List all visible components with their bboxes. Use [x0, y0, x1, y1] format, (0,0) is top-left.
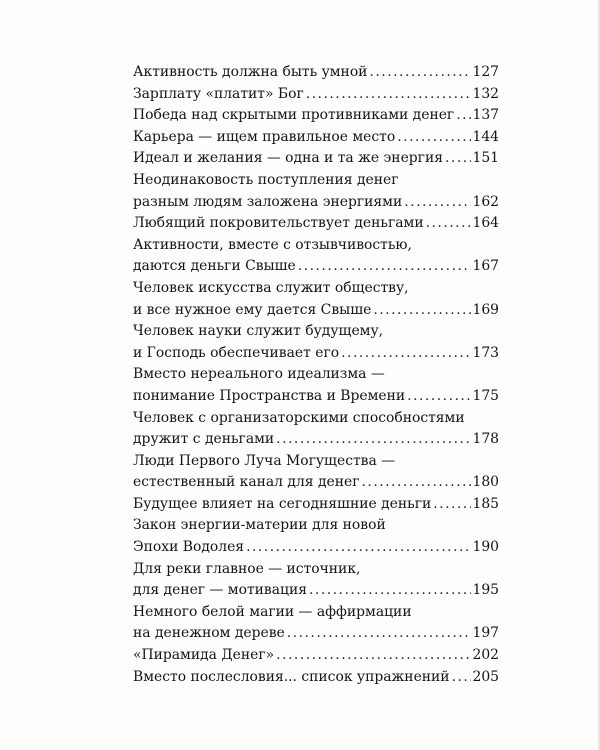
toc-line	[133, 515, 499, 537]
toc-entry[interactable]	[133, 408, 499, 451]
dot-leader	[287, 623, 472, 645]
toc-page-number: 144	[472, 128, 499, 145]
toc-line	[133, 580, 499, 602]
toc-entry-title: Карьера — ищем правильное место	[133, 128, 396, 145]
toc-line	[133, 127, 499, 149]
toc-line	[133, 408, 499, 430]
toc-line	[133, 84, 499, 106]
toc-line	[133, 559, 499, 581]
toc-line	[133, 343, 499, 365]
toc-entry[interactable]	[133, 148, 499, 170]
toc-line	[133, 472, 499, 494]
toc-entry[interactable]	[133, 494, 499, 516]
toc-line	[133, 364, 499, 386]
toc-line	[133, 494, 499, 516]
toc-entry[interactable]	[133, 321, 499, 364]
dot-leader	[298, 256, 472, 278]
dot-leader	[361, 472, 471, 494]
toc-page-number: 167	[472, 258, 499, 275]
toc-page-number: 190	[472, 539, 499, 556]
toc-line	[133, 213, 499, 235]
dot-leader	[276, 645, 471, 667]
dot-leader	[369, 62, 471, 84]
toc-entry-title: для денег — мотивация	[133, 582, 307, 599]
toc-entry-title: Идеал и желания — одна и та же энергия	[133, 150, 443, 167]
toc-entry-title: Для реки главное — источник,	[133, 560, 361, 577]
dot-leader	[373, 300, 471, 322]
toc-entry[interactable]	[133, 84, 499, 106]
toc-entry-title: Человек с организаторскими способностями	[133, 409, 465, 426]
dot-leader	[426, 213, 472, 235]
dot-leader	[306, 84, 472, 106]
toc-entry-title: Победа над скрытыми противниками денег	[133, 107, 455, 124]
dot-leader	[456, 105, 471, 127]
toc-entry[interactable]	[133, 235, 499, 278]
toc-entry-title: Люди Первого Луча Могущества —	[133, 452, 396, 469]
toc-entry[interactable]	[133, 213, 499, 235]
toc-entry[interactable]	[133, 602, 499, 645]
toc-page-number: 169	[472, 301, 499, 318]
toc-entry-title: Закон энергии-материи для новой	[133, 517, 386, 534]
toc-line	[133, 105, 499, 127]
toc-page-number: 197	[472, 625, 499, 642]
toc-page-number: 162	[472, 193, 499, 210]
toc-line	[133, 386, 499, 408]
toc-page-number: 173	[472, 344, 499, 361]
dot-leader	[309, 580, 472, 602]
toc-entry-title: естественный канал для денег	[133, 474, 360, 491]
toc-entry-title: и все нужное ему дается Свыше	[133, 301, 372, 318]
toc-entry-title: Неодинаковость поступления денег	[133, 171, 399, 188]
toc-page-number: 164	[472, 215, 499, 232]
toc-page-number: 175	[472, 387, 499, 404]
toc-entry[interactable]	[133, 278, 499, 321]
toc-entry-title: «Пирамида Денег»	[133, 647, 275, 664]
dot-leader	[341, 343, 471, 365]
toc-entry-title: Зарплату «платит» Бог	[133, 85, 304, 102]
toc-entry-title: Будущее влияет на сегодняшние деньги	[133, 495, 432, 512]
dot-leader	[246, 537, 471, 559]
toc-line	[133, 278, 499, 300]
toc-entry-title: разным людям заложена энергиями	[133, 193, 403, 210]
toc-line	[133, 623, 499, 645]
toc-page-number: 151	[472, 150, 499, 167]
toc-line	[133, 170, 499, 192]
toc-entry[interactable]	[133, 645, 499, 667]
toc-page-number: 202	[472, 647, 499, 664]
toc-line	[133, 62, 499, 84]
toc-page-number: 127	[472, 64, 499, 80]
toc-page-number: 205	[472, 668, 499, 685]
toc-page-number: 132	[472, 85, 499, 102]
toc-line	[133, 537, 499, 559]
toc-entry-title: и Господь обеспечивает его	[133, 344, 340, 361]
toc-line	[133, 451, 499, 473]
dot-leader	[404, 192, 471, 214]
toc-entry[interactable]	[133, 127, 499, 149]
toc-entry-title: Любящий покровительствует деньгами	[133, 215, 424, 232]
toc-page-number: 185	[472, 495, 499, 512]
toc-page-number: 137	[472, 107, 499, 124]
toc-entry-title: на денежном дереве	[133, 625, 285, 642]
toc-entry-title: даются деньги Свыше	[133, 258, 296, 275]
toc-entry[interactable]	[133, 667, 499, 689]
dot-leader	[445, 148, 472, 170]
toc-entry[interactable]	[133, 170, 499, 213]
toc-entry-title: Человек науки служит будущему,	[133, 323, 384, 340]
dot-leader	[276, 429, 471, 451]
toc-entry-title: Вместо нереального идеализма —	[133, 366, 385, 383]
toc-line	[133, 256, 499, 278]
toc-entry[interactable]	[133, 105, 499, 127]
toc-entry-title: Немного белой магии — аффирмации	[133, 603, 412, 620]
toc-line	[133, 321, 499, 343]
toc-line	[133, 148, 499, 170]
table-of-contents	[133, 62, 499, 688]
toc-entry-title: Вместо послесловия... список упражнений	[133, 668, 450, 685]
toc-entry-title: дружит с деньгами	[133, 431, 275, 448]
toc-line	[133, 429, 499, 451]
toc-entry-title: Эпохи Водолея	[133, 539, 245, 556]
toc-entry-title: Активность должна быть умной	[133, 64, 368, 80]
toc-entry-title: Активности, вместе с отзывчивостью,	[133, 236, 412, 253]
toc-line	[133, 667, 499, 689]
toc-page-number: 195	[472, 582, 499, 599]
toc-entry-title: понимание Пространства и Времени	[133, 387, 406, 404]
toc-entry[interactable]	[133, 62, 499, 84]
dot-leader	[433, 494, 471, 516]
toc-entry-title: Человек искусства служит обществу,	[133, 279, 409, 296]
toc-entry[interactable]	[133, 515, 499, 558]
toc-entry[interactable]	[133, 559, 499, 602]
toc-page-number: 180	[472, 474, 499, 491]
toc-entry[interactable]	[133, 364, 499, 407]
dot-leader	[407, 386, 471, 408]
toc-page-number: 178	[472, 431, 499, 448]
toc-line	[133, 645, 499, 667]
toc-line	[133, 602, 499, 624]
toc-entry[interactable]	[133, 451, 499, 494]
toc-line	[133, 235, 499, 257]
dot-leader	[397, 127, 471, 149]
dot-leader	[452, 667, 472, 689]
toc-line	[133, 300, 499, 322]
toc-line	[133, 192, 499, 214]
